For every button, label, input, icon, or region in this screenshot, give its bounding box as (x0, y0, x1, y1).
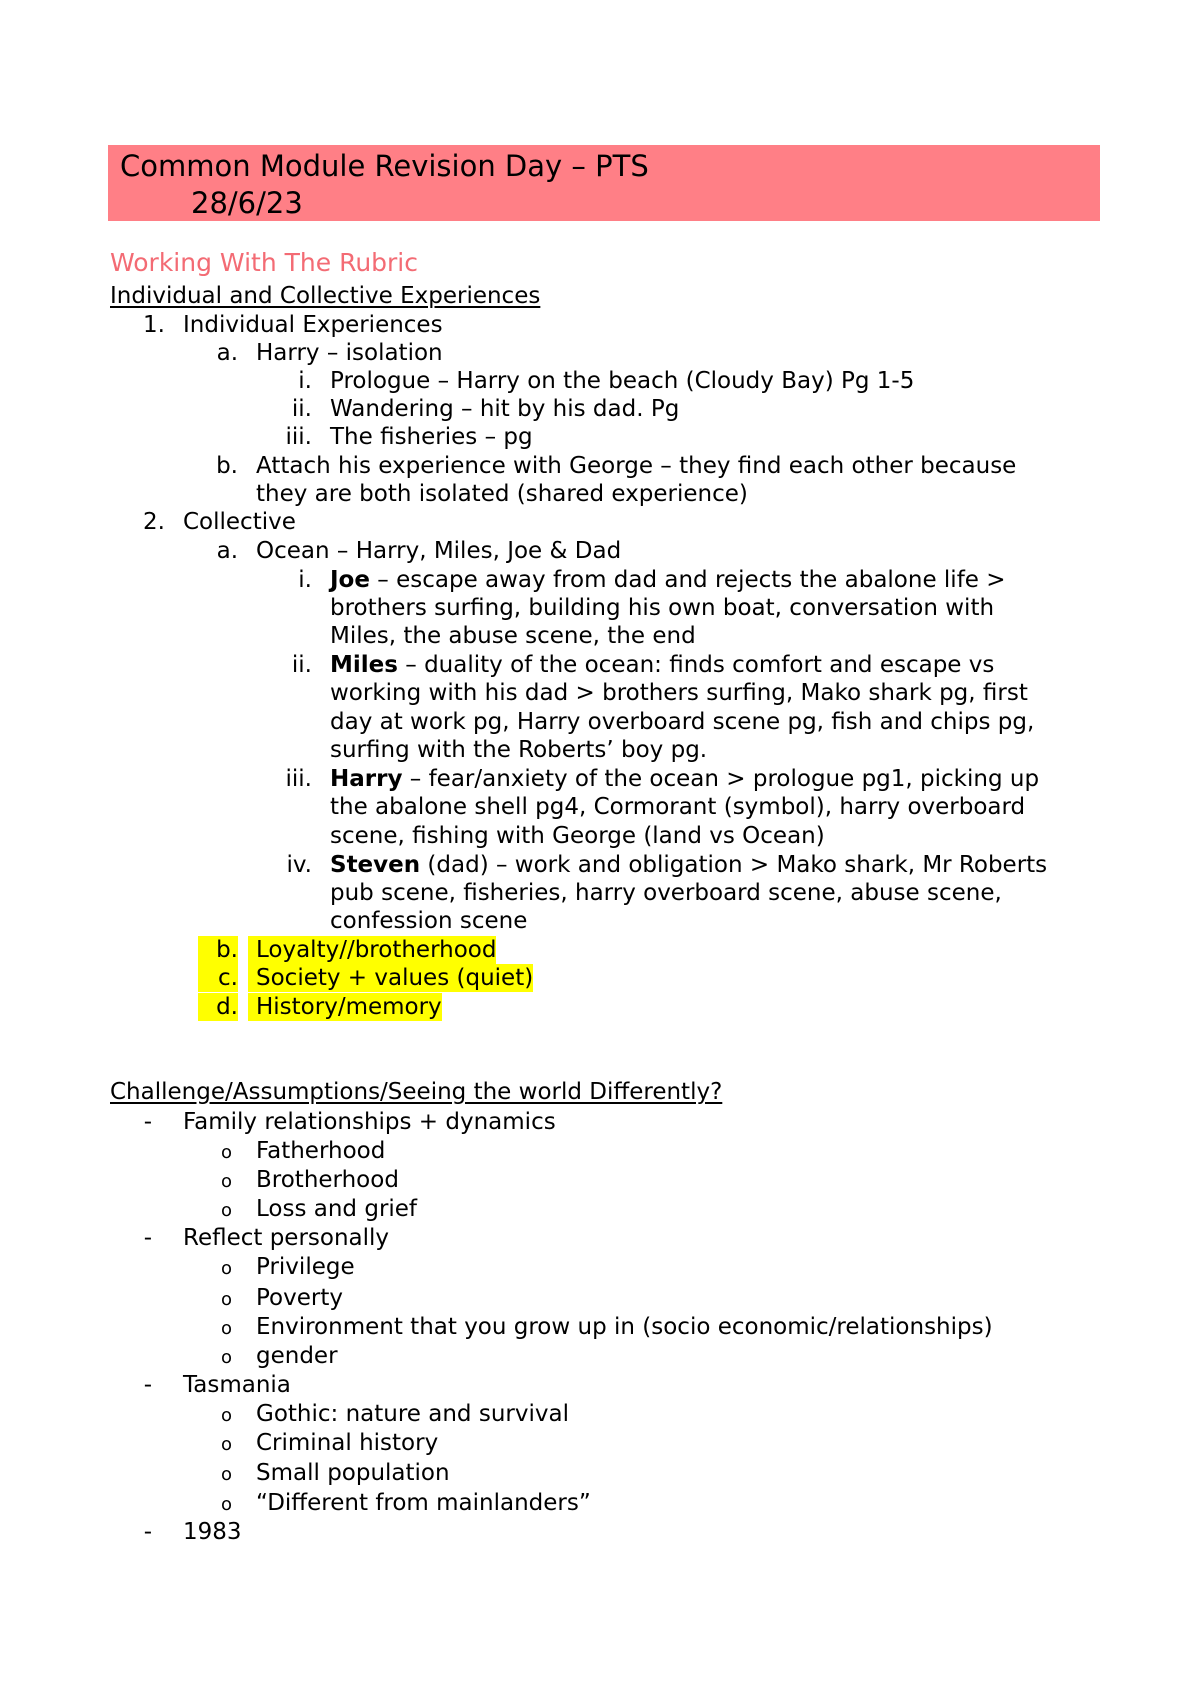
list-marker: o (220, 1494, 232, 1515)
list-marker: - (143, 1519, 152, 1545)
list-item-line (330, 765, 1039, 793)
bold-term: Joe (330, 567, 370, 593)
list-item-text: Harry – isolation (256, 340, 443, 366)
list-item-text: Ocean – Harry, Miles, Joe & Dad (256, 538, 622, 564)
list-marker: o (220, 1258, 232, 1279)
list-item-text: scene, fishing with George (land vs Ocean) (330, 823, 825, 849)
list-item-text: brothers surfing, building his own boat, conversation with (330, 595, 995, 621)
rubric-heading: Working With The Rubric (110, 248, 418, 277)
list-item-text: Tasmania (183, 1372, 291, 1398)
list-marker: ii. (291, 652, 312, 678)
document-date: 28/6/23 (191, 186, 303, 220)
list-item-text: “Different from mainlanders” (256, 1490, 591, 1516)
list-item-text: Individual Experiences (183, 312, 443, 338)
list-item-text: Small population (256, 1460, 450, 1486)
rubric-subheading: Individual and Collective Experiences (110, 283, 541, 309)
list-marker: o (220, 1347, 232, 1368)
list-marker: o (220, 1142, 232, 1163)
list-item-text: Society + values (quiet) (248, 964, 533, 992)
list-item-text: – escape away from dad and rejects the abalone life > (369, 567, 1006, 593)
list-marker: a. (216, 340, 238, 366)
bold-term: Steven (330, 852, 421, 878)
list-item-text: History/memory (248, 993, 442, 1021)
list-item-text: Attach his experience with George – they find each other because (256, 453, 1017, 479)
list-marker: - (143, 1225, 152, 1251)
list-item-text: pub scene, fisheries, harry overboard scene, abuse scene, (330, 880, 1002, 906)
list-item-text: confession scene (330, 908, 528, 934)
list-marker: o (220, 1200, 232, 1221)
list-item-text: Privilege (256, 1254, 355, 1280)
list-item-text: surfing with the Roberts’ boy pg. (330, 737, 708, 763)
list-marker: i. (298, 567, 312, 593)
bold-term: Miles (330, 652, 398, 678)
list-item-text: Loyalty//brotherhood (248, 936, 496, 964)
list-marker: c. (198, 964, 238, 992)
list-item-line (330, 651, 994, 679)
list-marker: iii. (285, 424, 312, 450)
list-item-text: Reflect personally (183, 1225, 390, 1251)
list-item-text: (dad) – work and obligation > Mako shark, Mr Roberts (420, 852, 1048, 878)
list-item-line (330, 851, 1047, 879)
list-marker: 2. (143, 509, 165, 535)
list-marker: o (220, 1318, 232, 1339)
list-item-text: the abalone shell pg4, Cormorant (symbol), harry overboard (330, 794, 1026, 820)
list-marker: - (143, 1372, 152, 1398)
challenge-heading: Challenge/Assumptions/Seeing the world Differently? (110, 1079, 723, 1105)
list-item-text: 1983 (183, 1519, 242, 1545)
list-marker: ii. (291, 396, 312, 422)
list-item-text: Brotherhood (256, 1167, 399, 1193)
list-marker: d. (198, 993, 238, 1021)
list-item-text: – fear/anxiety of the ocean > prologue pg1, picking up (402, 766, 1040, 792)
list-marker: o (220, 1171, 232, 1192)
list-item-text: Poverty (256, 1285, 343, 1311)
document-title: Common Module Revision Day – PTS (120, 149, 649, 183)
list-marker: o (220, 1464, 232, 1485)
list-item-text: Gothic: nature and survival (256, 1401, 569, 1427)
list-item-text: Prologue – Harry on the beach (Cloudy Bay) Pg 1-5 (330, 368, 915, 394)
list-item-text: The fisheries – pg (330, 424, 533, 450)
list-marker: iii. (285, 766, 312, 792)
list-marker: iv. (286, 852, 312, 878)
list-item-text: Miles, the abuse scene, the end (330, 623, 696, 649)
list-marker: b. (216, 453, 238, 479)
list-item-text: working with his dad > brothers surfing, Mako shark pg, first (330, 680, 1028, 706)
list-item-text: – duality of the ocean: finds comfort and escape vs (397, 652, 995, 678)
list-item-text: gender (256, 1343, 338, 1369)
list-marker: 1. (143, 312, 165, 338)
list-marker: - (143, 1109, 152, 1135)
title-banner (108, 145, 1100, 221)
list-marker: i. (298, 368, 312, 394)
list-item-text: Criminal history (256, 1430, 439, 1456)
list-item-text: Wandering – hit by his dad. Pg (330, 396, 680, 422)
list-item-text: Environment that you grow up in (socio economic/relationships) (256, 1314, 993, 1340)
list-item-text: Collective (183, 509, 296, 535)
list-marker: o (220, 1434, 232, 1455)
bold-term: Harry (330, 766, 403, 792)
list-item-text: day at work pg, Harry overboard scene pg, fish and chips pg, (330, 709, 1035, 735)
list-item-text: Fatherhood (256, 1138, 386, 1164)
list-item-text: Loss and grief (256, 1196, 418, 1222)
list-marker: a. (216, 538, 238, 564)
list-marker: o (220, 1289, 232, 1310)
list-marker: o (220, 1405, 232, 1426)
list-item-text: Family relationships + dynamics (183, 1109, 556, 1135)
list-item-text: they are both isolated (shared experience) (256, 481, 748, 507)
list-item-line (330, 566, 1006, 594)
list-marker: b. (198, 936, 238, 964)
